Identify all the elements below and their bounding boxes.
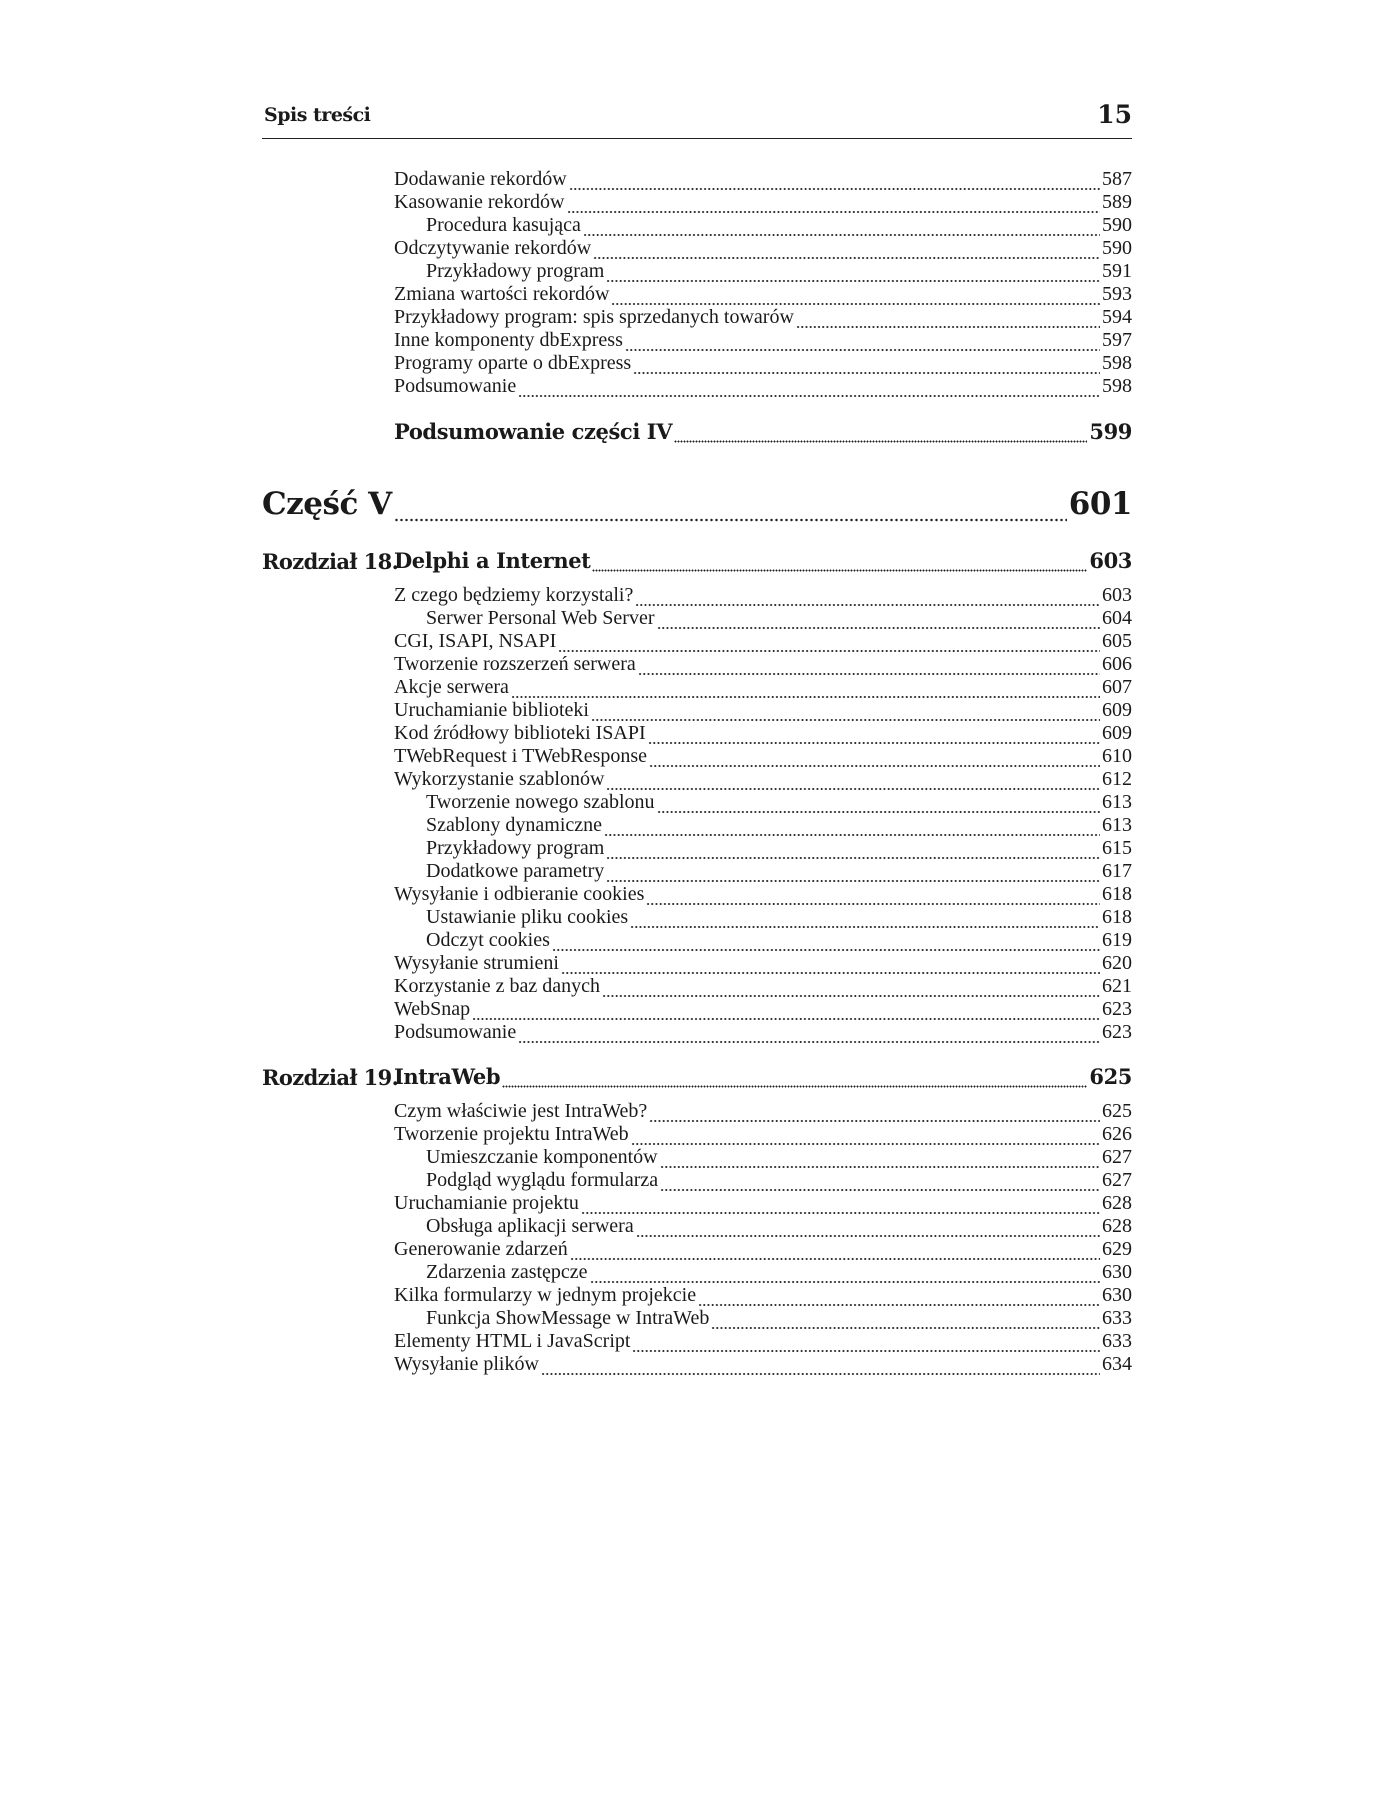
toc-entry: Uruchamianie biblioteki 609 (394, 699, 1132, 721)
toc-entry: TWebRequest i TWebResponse 610 (394, 745, 1132, 767)
toc-entry: Ustawianie pliku cookies 618 (426, 906, 1132, 928)
toc-entry: Serwer Personal Web Server 604 (426, 607, 1132, 629)
toc-entry: Odczytywanie rekordów 590 (394, 237, 1132, 259)
toc-entry: Zmiana wartości rekordów 593 (394, 283, 1132, 305)
header-rule (262, 138, 1132, 139)
toc-entry: Inne komponenty dbExpress 597 (394, 329, 1132, 351)
toc-entry: Dodawanie rekordów 587 (394, 168, 1132, 190)
toc-entry: Zdarzenia zastępcze 630 (426, 1261, 1132, 1283)
toc-entry: Tworzenie projektu IntraWeb 626 (394, 1123, 1132, 1145)
toc-entry: Podgląd wyglądu formularza 627 (426, 1169, 1132, 1191)
toc-entry: Procedura kasująca 590 (426, 214, 1132, 236)
toc-entry: Kilka formularzy w jednym projekcie 630 (394, 1284, 1132, 1306)
toc-entry: Programy oparte o dbExpress 598 (394, 352, 1132, 374)
toc-entry: Funkcja ShowMessage w IntraWeb 633 (426, 1307, 1132, 1329)
toc-entry: Przykładowy program 591 (426, 260, 1132, 282)
toc-entry: Korzystanie z baz danych 621 (394, 975, 1132, 997)
toc-entry: Wysyłanie plików 634 (394, 1353, 1132, 1375)
toc-entry: Przykładowy program: spis sprzedanych towarów 594 (394, 306, 1132, 328)
page-header-title: Spis treści (264, 104, 371, 126)
page-number: 15 (1097, 100, 1132, 129)
toc-entry: Kod źródłowy biblioteki ISAPI 609 (394, 722, 1132, 744)
toc-entry: Szablony dynamiczne 613 (426, 814, 1132, 836)
chapter-label: Rozdział 18. (262, 549, 399, 574)
toc-entry: CGI, ISAPI, NSAPI 605 (394, 630, 1132, 652)
toc-chapter-title: IntraWeb 625 (394, 1064, 1132, 1089)
toc-part-heading: Część V 601 (262, 486, 1132, 522)
toc-part-summary: Podsumowanie części IV 599 (394, 419, 1132, 444)
toc-entry: Uruchamianie projektu 628 (394, 1192, 1132, 1214)
toc-entry: Kasowanie rekordów 589 (394, 191, 1132, 213)
toc-entry: Podsumowanie 623 (394, 1021, 1132, 1043)
toc-entry: Przykładowy program 615 (426, 837, 1132, 859)
toc-entry: Dodatkowe parametry 617 (426, 860, 1132, 882)
toc-entry: Tworzenie rozszerzeń serwera 606 (394, 653, 1132, 675)
toc-entry: Akcje serwera 607 (394, 676, 1132, 698)
toc-entry: Czym właściwie jest IntraWeb? 625 (394, 1100, 1132, 1122)
toc-entry: Wykorzystanie szablonów 612 (394, 768, 1132, 790)
toc-entry: Umieszczanie komponentów 627 (426, 1146, 1132, 1168)
chapter-label: Rozdział 19. (262, 1065, 399, 1090)
toc-entry: Z czego będziemy korzystali? 603 (394, 584, 1132, 606)
toc-entry: Podsumowanie 598 (394, 375, 1132, 397)
toc-chapter-title: Delphi a Internet 603 (394, 548, 1132, 573)
toc-entry: Generowanie zdarzeń 629 (394, 1238, 1132, 1260)
toc-entry: Tworzenie nowego szablonu 613 (426, 791, 1132, 813)
toc-entry: Wysyłanie i odbieranie cookies 618 (394, 883, 1132, 905)
toc-entry: Wysyłanie strumieni 620 (394, 952, 1132, 974)
toc-entry: WebSnap 623 (394, 998, 1132, 1020)
toc-entry: Obsługa aplikacji serwera 628 (426, 1215, 1132, 1237)
toc-entry: Odczyt cookies 619 (426, 929, 1132, 951)
toc-entry: Elementy HTML i JavaScript 633 (394, 1330, 1132, 1352)
